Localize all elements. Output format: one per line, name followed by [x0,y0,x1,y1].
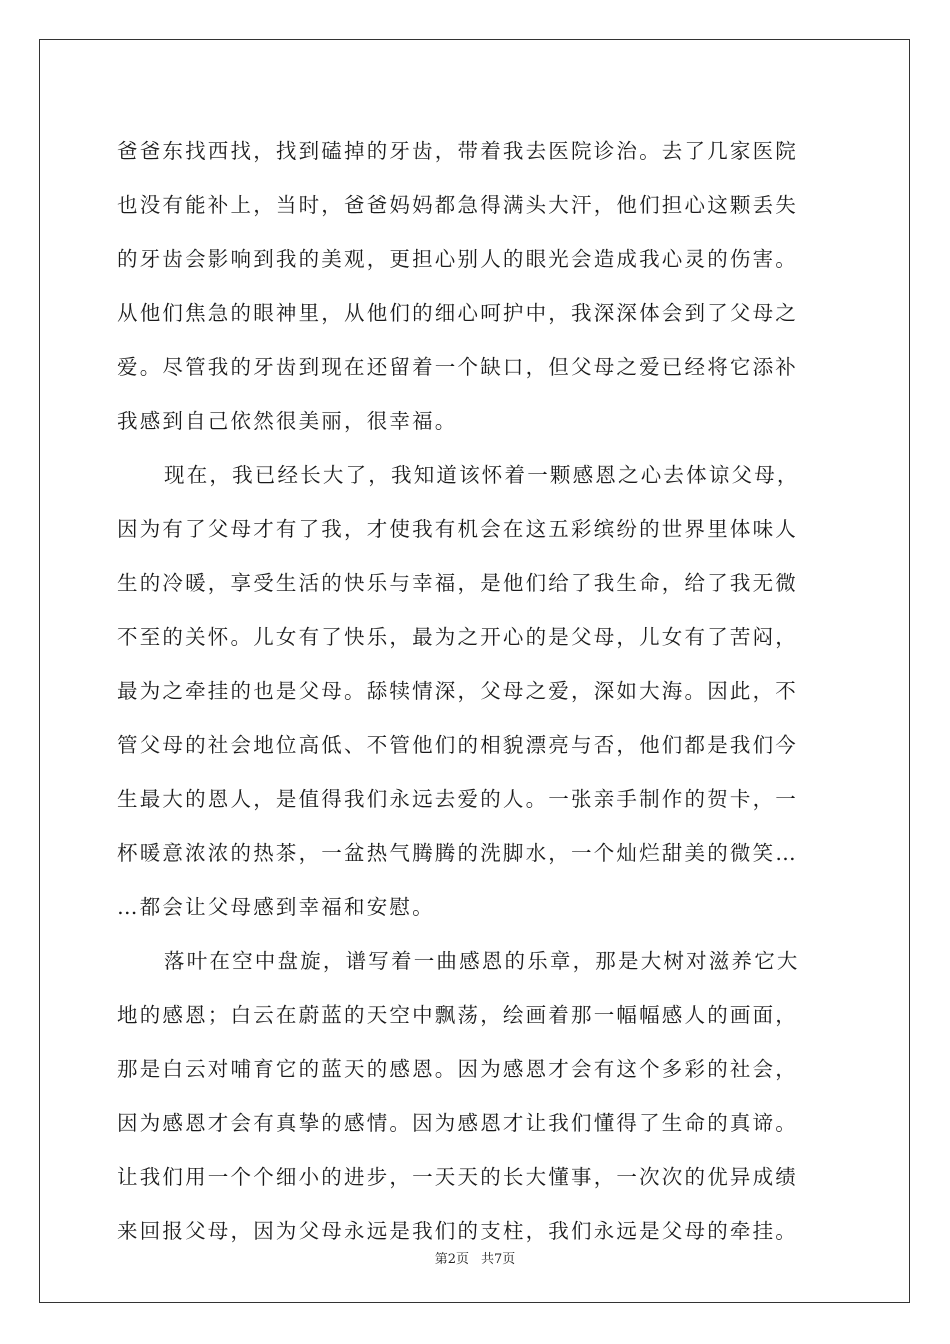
text-line: 也没有能补上，当时，爸爸妈妈都急得满头大汗，他们担心这颗丢失 [117,193,798,217]
page-total: 共7页 [481,1252,516,1267]
text-line: 那是白云对哺育它的蓝天的感恩。因为感恩才会有这个多彩的社会， [117,1057,798,1081]
text-line: 杯暖意浓浓的热茶，一盆热气腾腾的洗脚水，一个灿烂甜美的微笑… [117,841,798,865]
page-number: 第2页 [434,1252,469,1267]
text-line: 我感到自己依然很美丽，很幸福。 [117,409,458,433]
text-line: 爱。尽管我的牙齿到现在还留着一个缺口，但父母之爱已经将它添补 [117,355,798,379]
text-line: 管父母的社会地位高低、不管他们的相貌漂亮与否，他们都是我们今 [117,733,798,757]
text-line: 爸爸东找西找，找到磕掉的牙齿，带着我去医院诊治。去了几家医院 [117,139,798,163]
document-body [117,124,833,1258]
text-line: 不至的关怀。儿女有了快乐，最为之开心的是父母，儿女有了苦闷， [117,625,798,649]
text-line: 让我们用一个个细小的进步，一天天的长大懂事，一次次的优异成绩 [117,1165,798,1189]
page-footer [0,1248,950,1267]
text-line: 生最大的恩人，是值得我们永远去爱的人。一张亲手制作的贺卡，一 [117,787,798,811]
text-line: 地的感恩；白云在蔚蓝的天空中飘荡，绘画着那一幅幅感人的画面， [117,1003,798,1027]
text-line: 的牙齿会影响到我的美观，更担心别人的眼光会造成我心灵的伤害。 [117,247,798,271]
text-line: 最为之牵挂的也是父母。舔犊情深，父母之爱，深如大海。因此，不 [117,679,798,703]
text-line: 从他们焦急的眼神里，从他们的细心呵护中，我深深体会到了父母之 [117,301,798,325]
text-line: 因为感恩才会有真挚的感情。因为感恩才让我们懂得了生命的真谛。 [117,1111,798,1135]
text-line: 因为有了父母才有了我，才使我有机会在这五彩缤纷的世界里体味人 [117,517,798,541]
paragraph-first-line: 现在，我已经长大了，我知道该怀着一颗感恩之心去体谅父母， [164,463,800,487]
paragraph-first-line: 落叶在空中盘旋，谱写着一曲感恩的乐章，那是大树对滋养它大 [164,949,800,973]
text-line: 来回报父母，因为父母永远是我们的支柱，我们永远是父母的牵挂。 [117,1219,798,1243]
text-line: 生的冷暖，享受生活的快乐与幸福，是他们给了我生命，给了我无微 [117,571,798,595]
text-line: …都会让父母感到幸福和安慰。 [117,895,435,919]
